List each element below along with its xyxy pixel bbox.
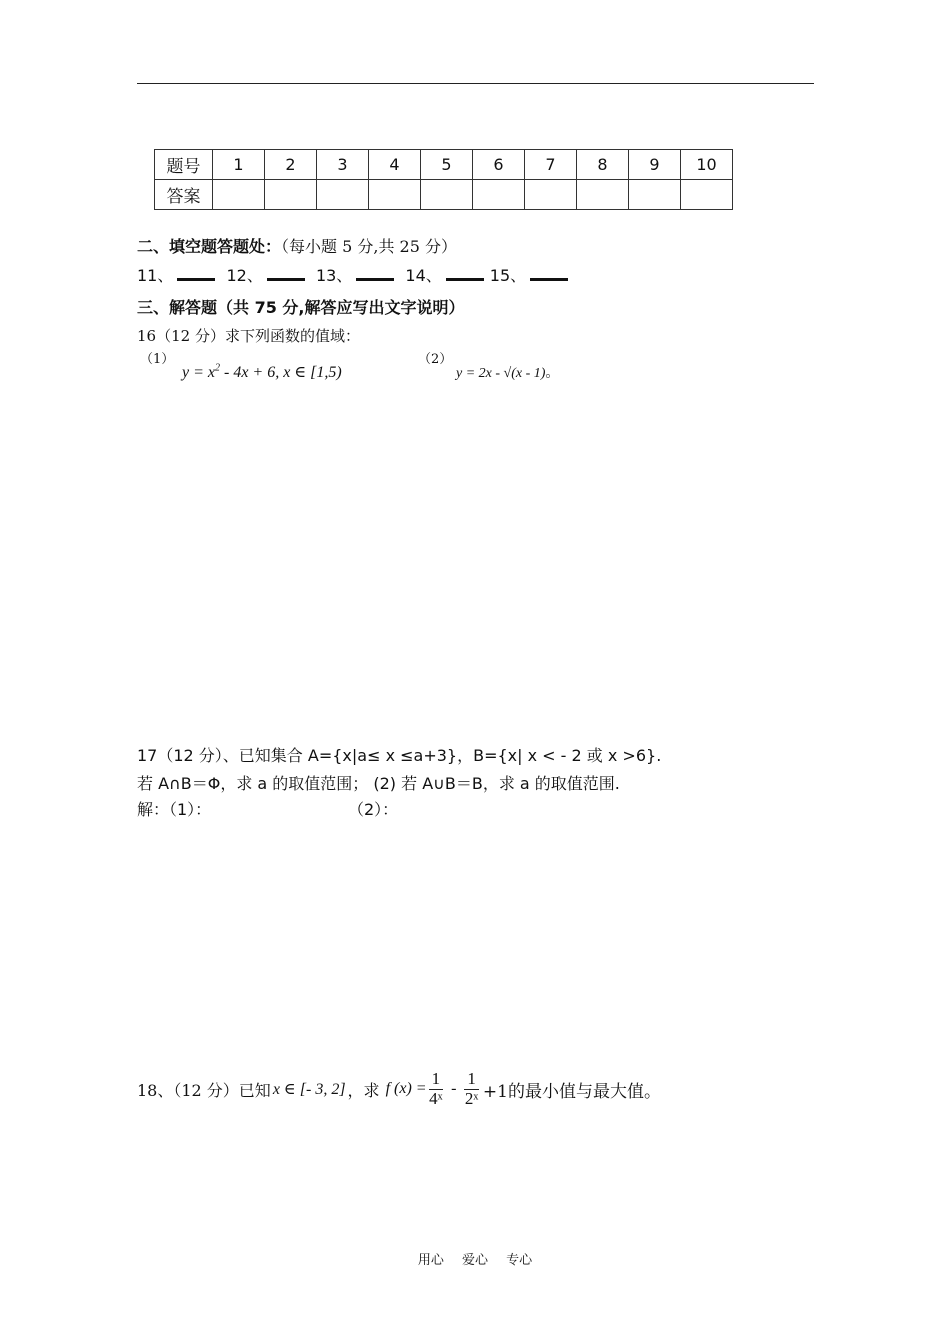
q16-part1-math-sup: 2 (215, 362, 220, 374)
table-number-cell: 7 (525, 150, 577, 180)
answer-table-header-row (155, 150, 733, 180)
q17-line3a: 解：（1）： (137, 800, 212, 819)
blank-14[interactable] (446, 264, 484, 281)
q18-domain: x ∈ [- 3, 2] (272, 1081, 346, 1099)
q18-frac2 (464, 1070, 479, 1108)
q16-part1-label: （1） (140, 352, 175, 367)
q16-part2-math (456, 362, 559, 382)
table-number-cell: 10 (681, 150, 733, 180)
q17-line1: 17（12 分）、已知集合 A={x|a≤ x ≤a+3}，B={x| x < - 2 或 x >6}. (137, 746, 662, 765)
table-number-cell: 6 (473, 150, 525, 180)
page-footer: 用心 爱心 专心 (417, 1253, 533, 1268)
blank-15[interactable] (530, 264, 568, 281)
answer-cell[interactable] (577, 180, 629, 210)
q17-line2: 若 A∩B＝Φ，求 a 的取值范围； (2) 若 A∪B＝B，求 a 的取值范围. (137, 774, 620, 793)
blank-label-12: 12、 (226, 266, 263, 285)
answer-cell[interactable] (629, 180, 681, 210)
blank-12[interactable] (267, 264, 305, 281)
q16-part1-math (182, 362, 342, 382)
section2-heading (137, 234, 457, 257)
q16-part2-label: （2） (418, 352, 453, 367)
blank-label-11: 11、 (137, 266, 174, 285)
section2-title: 二、填空题答题处： (137, 237, 282, 256)
blank-label-13: 13、 (315, 266, 353, 285)
q16-part1-math-b: - 4x + 6, x ∈ [1,5) (220, 364, 342, 381)
q18-mid: ，求 (347, 1080, 380, 1100)
answer-cell[interactable] (265, 180, 317, 210)
section2-note: （每小题 5 分,共 25 分） (281, 237, 457, 256)
q18-frac1-num: 1 (429, 1070, 444, 1090)
q16-part2-end: 。 (545, 365, 560, 381)
q16-part1-math-a: y = x (182, 364, 215, 381)
section3-title: 三、解答题 (137, 298, 218, 317)
fill-blank-row (137, 263, 574, 286)
blank-11[interactable] (177, 264, 215, 281)
q16-part2-math-text: y = 2x - √(x - 1) (456, 366, 546, 381)
table-number-cell: 4 (369, 150, 421, 180)
answer-cell[interactable] (525, 180, 577, 210)
q18-fx: f (x) = (385, 1080, 427, 1098)
section3-heading (137, 295, 465, 318)
q18-frac2-num: 1 (464, 1070, 479, 1090)
blank-13[interactable] (356, 264, 394, 281)
table-number-cell: 9 (629, 150, 681, 180)
table-number-cell: 1 (213, 150, 265, 180)
table-answer-label: 答案 (155, 180, 213, 210)
table-number-cell: 3 (317, 150, 369, 180)
q16-stem: 16（12 分）求下列函数的值域： (137, 327, 360, 345)
q17-line3b: （2）： (348, 800, 399, 819)
q18-tail: +1的最小值与最大值。 (482, 1081, 661, 1102)
q18-frac1-den: 4ˣ (429, 1088, 443, 1108)
q18-line (137, 1070, 661, 1108)
table-number-cell: 2 (265, 150, 317, 180)
answer-cell[interactable] (213, 180, 265, 210)
table-number-cell: 8 (577, 150, 629, 180)
answer-cell[interactable] (473, 180, 525, 210)
q18-minus: - (451, 1080, 457, 1098)
answer-table (154, 149, 733, 210)
answer-cell[interactable] (681, 180, 733, 210)
table-header-label: 题号 (155, 150, 213, 180)
answer-cell[interactable] (317, 180, 369, 210)
answer-cell[interactable] (421, 180, 473, 210)
q18-prefix: 18、（12 分）已知 (137, 1080, 271, 1100)
answer-table-answer-row (155, 180, 733, 210)
blank-label-15: 15、 (489, 266, 527, 285)
blank-label-14: 14、 (405, 266, 442, 285)
q18-frac1 (429, 1070, 444, 1108)
header-rule (137, 83, 814, 84)
q18-frac2-den: 2ˣ (464, 1088, 479, 1108)
section3-note: （共 75 分,解答应写出文字说明） (217, 298, 465, 317)
answer-cell[interactable] (369, 180, 421, 210)
table-number-cell: 5 (421, 150, 473, 180)
